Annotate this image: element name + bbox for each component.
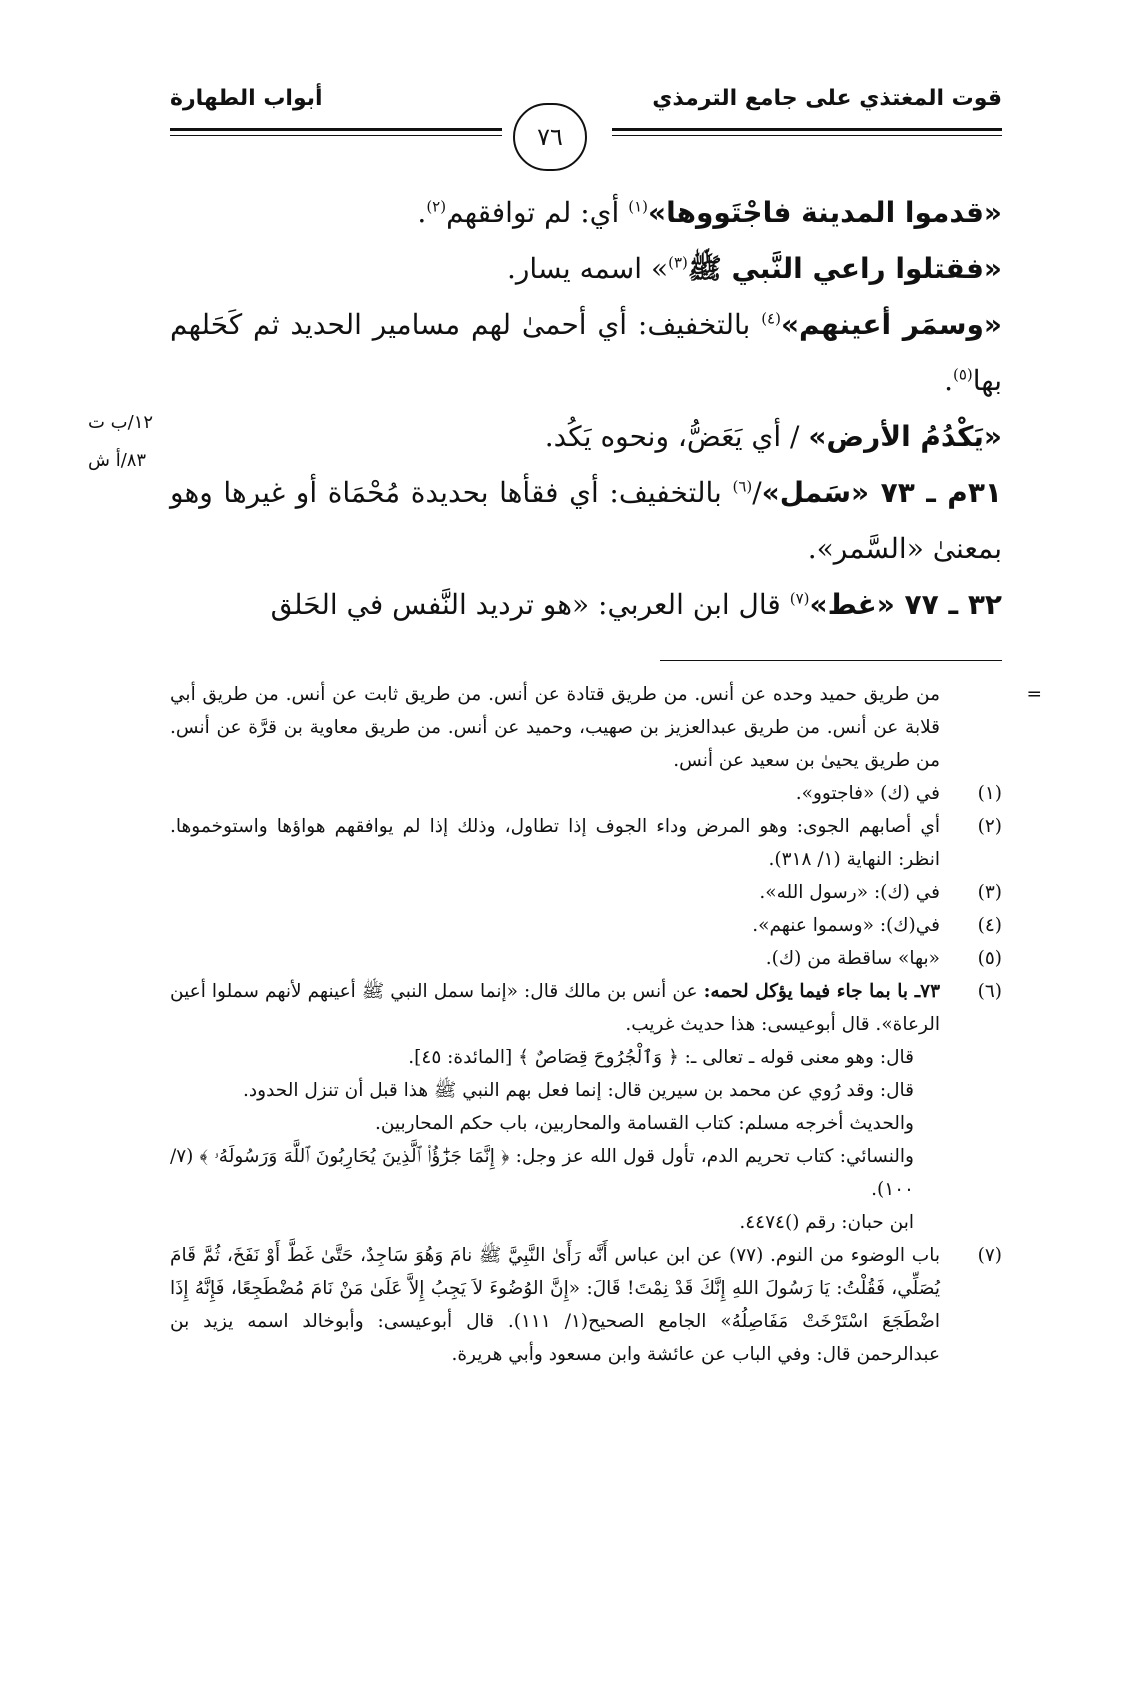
footnote-6-hibban: ابن حبان: رقم ()٤٤٧٤. [739, 1212, 914, 1233]
footnote-number: (١) [977, 783, 1002, 804]
footnote-6-sirin: قال: وقد رُوي عن محمد بن سيرين قال: إنما فعل بهم النبي ﷺ هذا قبل أن تنزل الحدود. [243, 1080, 914, 1101]
punct: . [417, 196, 427, 229]
main-line-1 [170, 185, 1002, 241]
continuation-mark: = [1026, 684, 1042, 705]
footnote-7 [170, 1239, 1002, 1371]
header-rule-right-thin [612, 135, 1002, 136]
footnote-6-quran: قال: وهو معنى قوله ـ تعالى ـ: ﴿ وَٱلْجُرُوحَ قِصَاصٌ ﴾ [المائدة: ٤٥]. [408, 1047, 914, 1068]
page-number: ٧٦ [513, 103, 587, 171]
footnote-number: (٤) [977, 915, 1002, 936]
term: ٣٢ ـ ٧٧ «غط» [809, 588, 1002, 621]
footnote-text: في (ك) «فاجتوو». [795, 783, 940, 804]
footnote-6-nasai: والنسائي: كتاب تحريم الدم، تأول قول الله عز وجل: ﴿ إِنَّمَا جَزَٰٓؤُا۟ ٱلَّذِينَ يُحَارِبُونَ ٱللَّهَ وَرَسُولَهُۥ ﴾ (٧/ ١٠٠). [170, 1146, 914, 1200]
footnote-text: في(ك): «وسموا عنهم». [752, 915, 940, 936]
footnote-text: في (ك): «رسول الله». [759, 882, 940, 903]
term: «قدموا المدينة فاجْتَووها» [648, 196, 1002, 229]
main-line-5 [170, 465, 1002, 577]
footnote-5 [170, 942, 1002, 975]
main-line-2 [170, 241, 1002, 297]
footnote-4 [170, 909, 1002, 942]
main-text [170, 185, 1002, 633]
header-rule-left [170, 128, 502, 131]
footnote-6-muslim: والحديث أخرجه مسلم: كتاب القسامة والمحاربين، باب حكم المحاربين. [374, 1113, 914, 1134]
footnote-heading: ٧٣ـ با بما جاء فيما يؤكل لحمه: [703, 981, 941, 1002]
footnote-number: (٧) [977, 1245, 1002, 1266]
footnote-number: (٣) [977, 882, 1002, 903]
term: «فقتلوا راعي النَّبي ﷺ [687, 252, 1002, 285]
footnote-number: (٦) [977, 981, 1002, 1002]
footnote-6 [170, 975, 1002, 1041]
gloss: أي: لم توافقهم [446, 196, 629, 229]
footnote-ref: (١) [628, 197, 648, 216]
footnote-number: (٥) [977, 948, 1002, 969]
header-rule-right [612, 128, 1002, 131]
footnote-ref: (٦) [732, 477, 753, 496]
term: «وسمَر أعينهم» [780, 308, 1002, 341]
margin-note-1: ١٢/ب ت [88, 412, 154, 433]
page-mark: / [752, 476, 762, 509]
footnote-text: أي أصابهم الجوى: وهو المرض وداء الجوف إذا تطاول، وذلك إذا لم يوافقهم هواؤها واستوخموها. انظر: النهاية (١/ ٣١٨). [170, 816, 940, 870]
footnote-1 [170, 777, 1002, 810]
footnote-ref: (٣) [668, 253, 688, 272]
footnote-ref: (٧) [789, 589, 810, 608]
gloss: بالتخفيف: أي أحمىٰ لهم مسامير الحديد ثم كَحَلهم بها [170, 308, 1002, 397]
margin-note-2: ٨٣/أ ش [88, 450, 147, 471]
footnote-3 [170, 876, 1002, 909]
footnote-continuation [170, 678, 1042, 777]
main-line-3 [170, 297, 1002, 409]
footnote-number: (٢) [977, 816, 1002, 837]
term: «يَكْدُمُ الأرض» [808, 420, 1002, 453]
footnote-text: عن أنس بن مالك قال: «إنما سمل النبي ﷺ أعينهم لأنهم سملوا أعين الرعاة». قال أبوعيسى: هذا حديث غريب. [170, 981, 940, 1035]
footnote-ref: (٤) [761, 309, 781, 328]
book-title: قوت المغتذي على جامع الترمذي [652, 86, 1002, 111]
footnote-text: باب الوضوء من النوم. (٧٧) عن ابن عباس أَنَّه رَأَىٰ النَّبِيَّ ﷺ نامَ وَهُوَ سَاجِدٌ، حَتَّىٰ غَطَّ أَوْ نَفَخَ، ثُمَّ قَامَ يُصَلِّي، فَقُلْتُ: يَا رَسُولَ اللهِ إِنَّكَ قَدْ نِمْتَ! قَالَ: «إِنَّ الوُضُوءَ لاَ يَجِبُ إِلاَّ عَلَىٰ مَنْ نَامَ مُضْطَجِعًا، فَإِنَّهُ إِذَا اضْطَجَعَ اسْتَرْخَتْ مَفَاصِلُهُ» الجامع الصحيح(١/ ١١١). قال أبوعيسى: وأبوخالد اسمه يزيد بن عبدالرحمن قال: وفي الباب عن عائشة وابن مسعود وأبي هريرة. [170, 1245, 941, 1365]
main-line-4 [170, 409, 1002, 465]
footnote-ref: (٥) [952, 365, 973, 384]
footnotes [170, 678, 1042, 1371]
gloss: بالتخفيف: أي فقأها بحديدة مُحْمَاة أو غيرها وهو بمعنىٰ «السَّمر». [170, 476, 1002, 565]
term: ٣١م ـ ٧٣ «سَمل» [761, 476, 1002, 509]
main-line-6 [170, 577, 1002, 633]
footnote-text: من طريق حميد وحده عن أنس. من طريق قتادة عن أنس. من طريق ثابت عن أنس. من طريق أبي قلابة عن أنس. من طريق عبدالعزيز بن صهيب، وحميد عن أنس. من طريق معاوية بن قرَّة عن أنس. من طريق يحيىٰ بن سعيد عن أنس. [170, 684, 940, 771]
footnote-separator [660, 660, 1002, 661]
punct: . [944, 364, 953, 397]
header-rule-left-thin [170, 135, 502, 136]
gloss: / أي يَعَضُّ، ونحوه يَكُد. [544, 420, 809, 453]
section-title: أبواب الطهارة [170, 86, 323, 111]
page-header [170, 78, 1002, 118]
gloss: قال ابن العربي: «هو ترديد النَّفس في الحَلق [270, 588, 790, 621]
footnote-2 [170, 810, 1002, 876]
gloss: » اسمه يسار. [506, 252, 669, 285]
footnote-ref: (٢) [426, 197, 447, 216]
footnote-text: «بها» ساقطة من (ك). [765, 948, 940, 969]
